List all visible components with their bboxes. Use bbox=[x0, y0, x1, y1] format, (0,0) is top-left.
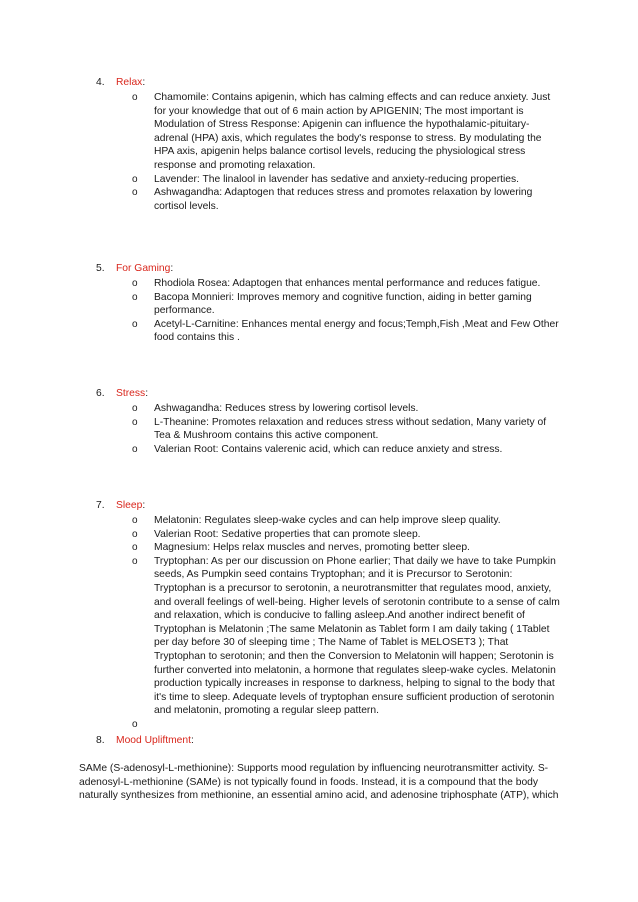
list-item-text: Magnesium: Helps relax muscles and nerves, promoting better sleep. bbox=[154, 542, 470, 554]
bullet-icon: o bbox=[132, 416, 138, 428]
bullet-list bbox=[0, 514, 638, 732]
section-heading bbox=[96, 387, 148, 401]
list-item-text: L-Theanine: Promotes relaxation and reduces stress without sedation, Many variety of Tea & Mushroom contains this active component. bbox=[154, 416, 547, 442]
list-item bbox=[0, 91, 560, 173]
bullet-icon: o bbox=[132, 318, 138, 330]
bullet-icon: o bbox=[132, 278, 138, 289]
section-title: Sleep bbox=[116, 500, 143, 511]
heading-colon: : bbox=[170, 263, 174, 274]
list-item bbox=[0, 402, 560, 416]
bullet-list bbox=[0, 91, 638, 213]
list-item bbox=[0, 291, 560, 318]
heading-colon: : bbox=[190, 735, 194, 746]
list-item-empty bbox=[0, 718, 560, 732]
list-item bbox=[0, 443, 560, 457]
list-item bbox=[0, 555, 560, 718]
bullet-icon: o bbox=[132, 515, 138, 526]
body-paragraph: SAMe (S-adenosyl-L-methionine): Supports mood regulation by influencing neurotransmitter activity. S-adenosyl-L-methionine (SAMe) is not typically found in foods. Instead, it is a compound that the body naturally synthesizes from methionine, an essential amino acid, and adenosine triphosphate (ATP), which bbox=[79, 763, 559, 802]
list-item-text: Ashwagandha: Adaptogen that reduces stress and promotes relaxation by lowering cortisol levels. bbox=[154, 187, 533, 212]
section-heading bbox=[96, 734, 194, 748]
list-item-text: Valerian Root: Contains valerenic acid, which can reduce anxiety and stress. bbox=[154, 443, 503, 455]
section-number: 6. bbox=[96, 388, 105, 399]
bullet-icon: o bbox=[132, 542, 138, 554]
bullet-icon: o bbox=[132, 187, 138, 199]
list-item-text: Valerian Root: Sedative properties that can promote sleep. bbox=[154, 528, 421, 540]
list-item-text: Rhodiola Rosea: Adaptogen that enhances mental performance and reduces fatigue. bbox=[154, 278, 541, 289]
bullet-icon: o bbox=[132, 718, 138, 730]
bullet-icon: o bbox=[132, 443, 138, 455]
list-item bbox=[0, 514, 560, 528]
section-title: For Gaming bbox=[116, 263, 171, 274]
bullet-icon: o bbox=[132, 403, 138, 414]
heading-colon: : bbox=[142, 500, 146, 511]
list-item-text: Acetyl-L-Carnitine: Enhances mental energy and focus;Temph,Fish ,Meat and Few Other food contains this . bbox=[154, 318, 559, 344]
list-item bbox=[0, 173, 560, 187]
list-item bbox=[0, 528, 560, 542]
bullet-icon: o bbox=[132, 291, 138, 303]
list-item-text: Tryptophan: As per our discussion on Phone earlier; That daily we have to take Pumpkin seeds, As Pumpkin seed contains Tryptophan; and it is Precursor to Serotonin: Tryptophan is a precursor to serotonin, a neurotransmitter that regulates mood, anxiety, and overall feelings of well-being. Higher levels of serotonin contribute to a sense of calm and relaxation, which is conducive to falling asleep.And another indirect benefit of Tryptophan is Melatonin ;The same Melatonin as Tablet form I am daily taking ( 1Tablet per day before 30 of sleeping time ; The Name of Tablet is MELOSET3 ); That Tryptophan to serotonin; and then the Conversion to Melatonin will happen; Serotonin is further converted into melatonin, a hormone that regulates sleep-wake cycles. Melatonin production typically increases in response to darkness, helping to signal to the body that it's time to sleep. Adequate levels of tryptophan ensure sufficient production of serotonin and melatonin, promoting a regular sleep pattern. bbox=[154, 555, 560, 717]
section-title: Relax bbox=[116, 77, 143, 88]
list-item bbox=[0, 186, 560, 213]
heading-colon: : bbox=[145, 388, 149, 399]
section-heading bbox=[96, 76, 145, 90]
list-item bbox=[0, 416, 560, 443]
section-number: 5. bbox=[96, 263, 105, 274]
list-item bbox=[0, 541, 560, 555]
bullet-icon: o bbox=[132, 555, 138, 567]
list-item-text: Melatonin: Regulates sleep-wake cycles and can help improve sleep quality. bbox=[154, 515, 501, 526]
list-item bbox=[0, 318, 560, 345]
heading-colon: : bbox=[142, 77, 146, 88]
list-item-text: Ashwagandha: Reduces stress by lowering cortisol levels. bbox=[154, 403, 419, 414]
section-number: 8. bbox=[96, 735, 105, 746]
list-item bbox=[0, 277, 560, 291]
list-item-text: Chamomile: Contains apigenin, which has calming effects and can reduce anxiety. Just for your knowledge that out of 6 main action by APIGENIN; The most important is Modulation of Stress Response: Apigenin can influence the hypothalamic-pituitary-adrenal (HPA) axis, which regulates the body's response to stress. By modulating the HPA axis, apigenin helps balance cortisol levels, reducing the physiological stress response and promoting relaxation. bbox=[154, 92, 551, 171]
bullet-icon: o bbox=[132, 528, 138, 540]
bullet-icon: o bbox=[132, 92, 138, 103]
section-title: Stress bbox=[116, 388, 146, 399]
list-item-text: Lavender: The linalool in lavender has sedative and anxiety-reducing properties. bbox=[154, 173, 520, 185]
section-heading bbox=[96, 262, 173, 276]
list-item-text: Bacopa Monnieri: Improves memory and cognitive function, aiding in better gaming performance. bbox=[154, 291, 532, 317]
section-number: 7. bbox=[96, 500, 105, 511]
bullet-list bbox=[0, 277, 638, 345]
section-title: Mood Upliftment bbox=[116, 735, 191, 746]
bullet-list bbox=[0, 402, 638, 456]
section-number: 4. bbox=[96, 77, 105, 88]
bullet-icon: o bbox=[132, 173, 138, 185]
section-heading bbox=[96, 499, 145, 513]
